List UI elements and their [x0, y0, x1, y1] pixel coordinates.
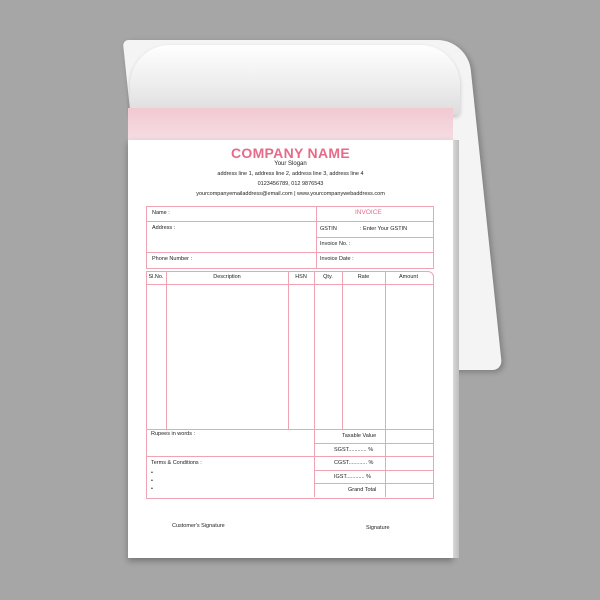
pad-pink-band — [128, 108, 453, 140]
signature: Signature — [366, 525, 390, 531]
sgst-label: SGST............ % — [334, 447, 374, 453]
col-header-rate: Rate — [357, 274, 370, 280]
gstin-label: GSTIN — [320, 226, 337, 232]
col-header-description: Description — [213, 274, 241, 280]
taxable-value-label: Taxable Value — [342, 433, 377, 439]
terms-bullet: • — [151, 470, 153, 476]
gstin-value: : Enter Your GSTIN — [360, 226, 408, 232]
info-row-line — [146, 221, 433, 222]
totals-row-line — [314, 456, 433, 457]
address-label: Address : — [152, 225, 176, 231]
grand-total-label: Grand Total — [348, 487, 377, 493]
company-slogan: Your Slogan — [274, 161, 307, 167]
items-header-line — [146, 284, 433, 285]
col-divider — [385, 271, 386, 497]
col-divider — [342, 271, 343, 429]
sheet-edge — [453, 140, 459, 558]
col-header-slno: Sl.No. — [148, 274, 164, 280]
invoice-title: INVOICE — [355, 209, 382, 216]
company-phones: 0123456789, 012 9876543 — [257, 181, 324, 187]
company-name: COMPANY NAME — [231, 145, 350, 161]
totals-row-line — [314, 443, 433, 444]
igst-label: IGST............ % — [334, 474, 371, 480]
totals-row-line — [314, 470, 433, 471]
col-header-amount: Amount — [399, 274, 418, 280]
invoice-sheet — [128, 140, 453, 558]
totals-row-line — [314, 483, 433, 484]
terms-bullet: • — [151, 486, 153, 492]
col-divider — [166, 271, 167, 429]
phone-label: Phone Number : — [152, 256, 193, 262]
col-divider — [288, 271, 289, 429]
rupees-label: Rupees in words : — [151, 431, 196, 437]
customer-signature: Customer's Signature — [172, 523, 225, 529]
info-row-line — [316, 252, 433, 253]
company-contact: yourcompanyemailaddress@email.com | www.yourcompanywebaddress.com — [196, 191, 385, 197]
totals-divider — [314, 429, 315, 497]
totals-top-line — [146, 429, 433, 430]
rupees-bottom-line — [146, 456, 314, 457]
pad-curled-sheet — [130, 45, 460, 115]
info-row-line — [316, 237, 433, 238]
terms-bullet: • — [151, 478, 153, 484]
name-label: Name : — [152, 210, 170, 216]
cgst-label: CGST............ % — [334, 460, 374, 466]
invoice-date-label: Invoice Date : — [320, 256, 354, 262]
col-header-qty: Qty. — [323, 274, 333, 280]
terms-label: Terms & Conditions : — [151, 460, 202, 466]
col-header-hsn: HSN — [295, 274, 307, 280]
col-divider — [314, 271, 315, 429]
invoice-number-label: Invoice No. : — [320, 241, 351, 247]
info-row-line — [146, 252, 316, 253]
company-address: address line 1, address line 2, address line 3, address line 4 — [217, 171, 364, 177]
